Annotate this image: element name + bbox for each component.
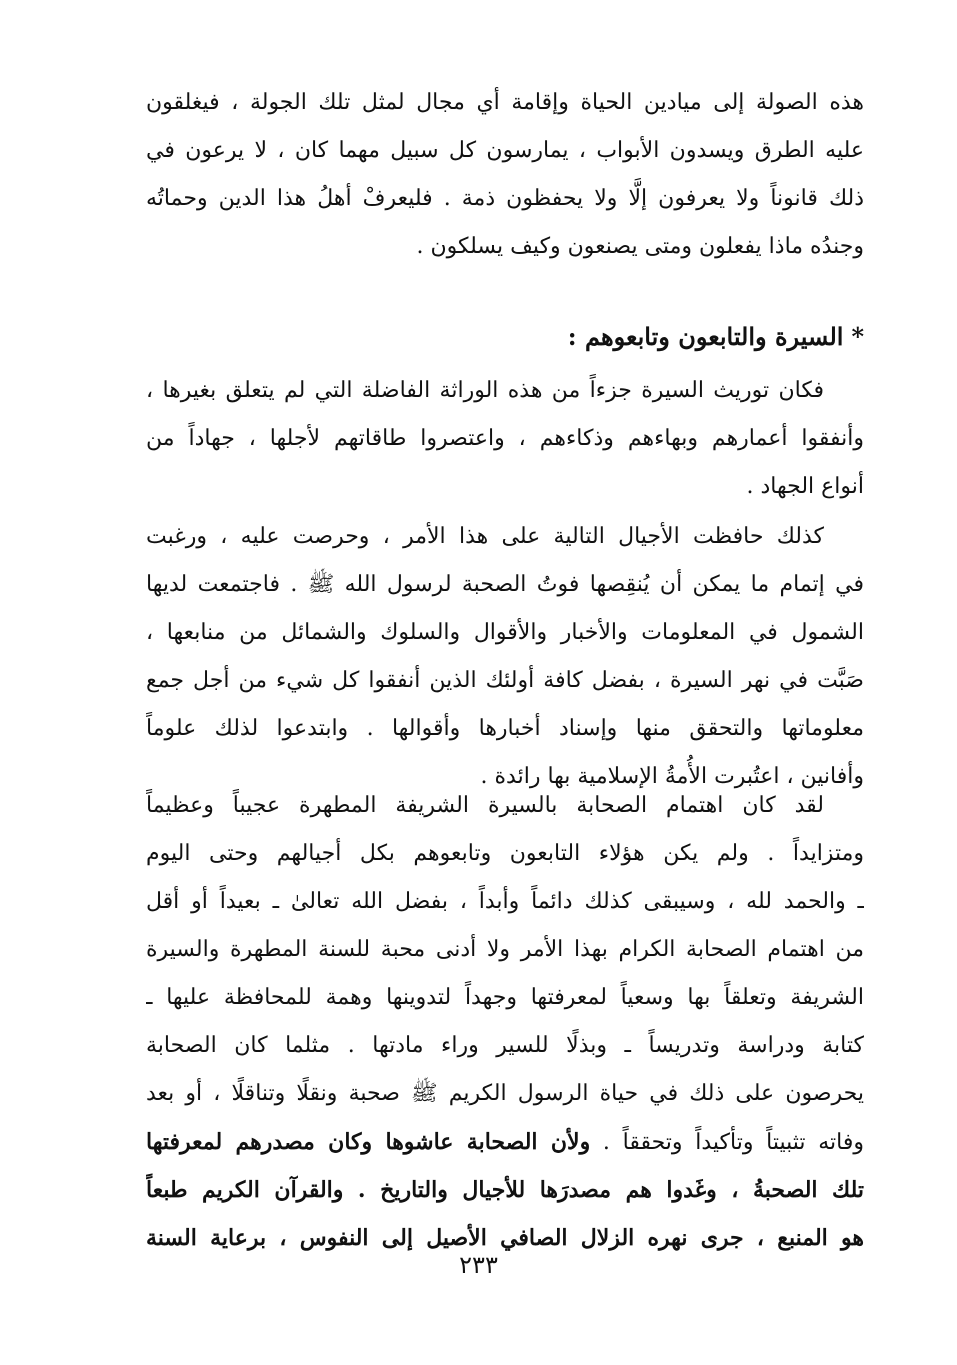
star-marker: * (851, 322, 864, 351)
text-line: ذلك قانوناً ولا يعرفون إلَّا ولا يحفظون ذمة . فليعرفْ أهلُ هذا الدين وحماتُه (146, 186, 864, 211)
text-line: عليه الطرق ويسدون الأبواب ، يمارسون كل سبيل مهما كان ، لا يرعون في (146, 138, 864, 163)
text-line: الشريفة وتعلقاً بها وسعياً لمعرفتها وجهداً لتدوينها وهمة للمحافظة عليها ـ (146, 985, 864, 1010)
text-line-mixed (146, 1118, 864, 1166)
text-line: كذلك حافظت الأجيال التالية على هذا الأمر ، وحرصت عليه ، ورغبت (146, 524, 824, 549)
paragraph-3 (146, 782, 864, 1262)
text-line: وجندُه ماذا يفعلون ومتى يصنعون وكيف يسلكون . (416, 234, 864, 259)
text-line: الشمول في المعلومات والأخبار والأقوال والسلوك والشمائل من منابعها ، (146, 620, 864, 645)
intro-paragraph (146, 79, 864, 271)
text-line: لقد كان اهتمام الصحابة بالسيرة الشريفة المطهرة عجيباً وعظيماً (146, 793, 824, 818)
text-line: في إتمام ما يمكن أن يُنقِصها فوتُ الصحبة لرسول الله ﷺ . فاجتمعت لديها (146, 572, 864, 597)
text-line-bold: تلك الصحبةُ ، وغَدوا هم مصدرَها للأجيال والتاريخ . والقرآن الكريم طبعاً (146, 1177, 864, 1203)
text-line: وأنفقوا أعمارهم وبهاءهم وذكاءهم ، واعتصروا طاقاتهم لأجلها ، جهاداً من (146, 426, 864, 451)
text-line: وأفانين ، اعتُبرت الأُمةُ الإسلامية بها رائدة . (480, 764, 864, 789)
text-line: ـ والحمد لله ، وسيبقى كذلك دائماً وأبداً ، بفضل الله تعالىٰ ـ بعيداً أو أقل (146, 889, 864, 914)
text-line: هذه الصولة إلى ميادين الحياة وإقامة أي مجال لمثل تلك الجولة ، فيغلقون (146, 90, 864, 115)
text-line: كتابة ودراسة وتدريساً ـ وبذلًا للسير وراء مادتها . مثلما كان الصحابة (146, 1033, 864, 1058)
text-line: فكان توريث السيرة جزءاً من هذه الوراثة الفاضلة التي لم يتعلق بغيرها ، (146, 378, 824, 403)
section-title: السيرة والتابعون وتابعوهم : (567, 322, 844, 351)
normal-segment: وفاته تثبيتاً وتأكيداً وتحققاً . (602, 1130, 864, 1155)
text-line: أنواع الجهاد . (746, 474, 864, 499)
text-line-bold: هو المنبع ، جرى نهره الزلال الصافي الأصيل إلى النفوس ، برعاية السنة (146, 1225, 864, 1251)
text-line: معلوماتها والتحقق منها وإسناد أخبارها وأقوالها . وابتدعوا لذلك علوماً (146, 716, 864, 741)
paragraph-1 (146, 367, 864, 511)
paragraph-2 (146, 513, 864, 801)
text-line: صَبَّت في نهر السيرة ، بفضل كافة أولئك الذين أنفقوا كل شيء من أجل جمع (146, 668, 864, 693)
page-number: ٢٣٣ (459, 1251, 498, 1279)
bold-segment: ولأن الصحابة عاشوها وكان مصدرهم لمعرفتها (146, 1129, 591, 1155)
text-line: ومتزايداً . ولم يكن هؤلاء التابعون وتابعوهم بكل أجيالهم وحتى اليوم (146, 841, 864, 866)
text-line: من اهتمام الصحابة الكرام بهذا الأمر ولا أدنى محبة للسنة المطهرة والسيرة (146, 937, 864, 962)
section-heading (146, 313, 864, 361)
text-line: يحرصون على ذلك في حياة الرسول الكريم ﷺ صحبة ونقلًا وتناقلًا ، أو بعد (146, 1081, 864, 1106)
